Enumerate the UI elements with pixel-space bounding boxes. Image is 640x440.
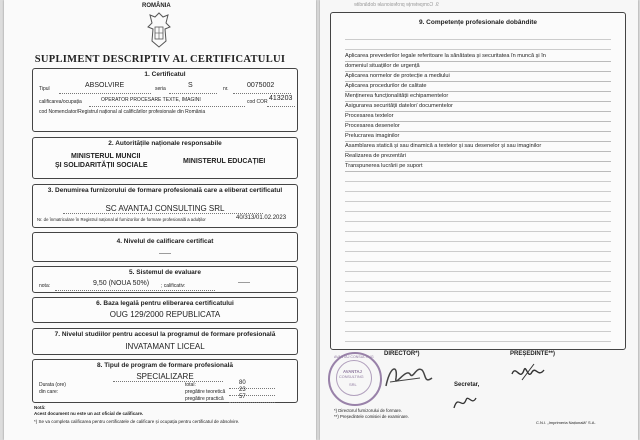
competency-item: Menținerea funcționalității echipamentelor: [345, 91, 611, 102]
printer-imprint: C.N.I. „Imprimeria Națională” S.A.: [536, 420, 596, 425]
page-title: SUPLIMENT DESCRIPTIV AL CERTIFICATULUI: [34, 54, 286, 65]
access-level-value: INVATAMANT LICEAL: [125, 342, 205, 351]
competency-item: Aplicarea procedurilor de calitate: [345, 81, 611, 92]
footer-note-label: Notă:: [34, 405, 46, 410]
qualification-level-value: ——: [159, 251, 171, 257]
section-program-type: [32, 359, 298, 403]
competency-item: Procesarea desenelor: [345, 121, 611, 132]
cod-cor-label: cod COR: [247, 99, 268, 105]
authority-education: MINISTERUL EDUCAȚIEI: [183, 158, 266, 165]
section-qualification-level: [32, 232, 298, 262]
duration-subnote: din care:: [39, 389, 59, 395]
tip-value: ABSOLVIRE: [85, 82, 125, 89]
provider-name: SC AVANTAJ CONSULTING SRL: [105, 204, 225, 213]
seria-label: seria: [155, 86, 166, 92]
secretary-signature: [450, 390, 480, 414]
theory-label: pregătire teoretică: [185, 389, 226, 395]
total-label: total:: [185, 382, 196, 388]
competency-item: Aplicarea prevederilor legale referitoare la sănătatea și securitatea în muncă și în: [345, 51, 611, 62]
grade-label: nota:: [39, 283, 51, 289]
president-signature: [508, 358, 548, 388]
qualifier-value: ——: [238, 280, 250, 286]
cod-cor-value: 413203: [269, 95, 293, 102]
director-signature: [380, 356, 440, 396]
competency-item: Prelucrarea imaginilor: [345, 131, 611, 142]
nr-value: 0075002: [247, 82, 275, 89]
tip-label: Tipul: [39, 86, 50, 92]
country-label: ROMÂNIA: [142, 3, 171, 9]
qualifier-label: ; calificativ:: [161, 283, 186, 289]
registration-label: Nr. de înmatriculare în Registrul național al furnizorilor de formare profesională a adulților: [37, 217, 206, 222]
calificare-value: OPERATOR PROCESARE TEXTE, IMAGINI: [101, 97, 201, 103]
official-stamp: AVANTAJ CONSULTING AVANTAJ CONSULTING SRL: [328, 352, 382, 406]
practice-hours: 57: [239, 394, 246, 400]
section-heading: 1. Certificatul: [144, 71, 186, 78]
footnote-president: **) Președintele comisiei de examinare.: [334, 414, 409, 419]
certificate-supplement-page: [4, 0, 316, 440]
section-heading: 7. Nivelul studiilor pentru accesul la programul de formare profesională: [54, 331, 276, 338]
registration-number: 40/313/01.02.2023: [236, 215, 287, 221]
nomenclator-note: cod Nomenclator/Registrul național al calificărilor profesionale din România: [39, 109, 206, 115]
section-provider: [32, 184, 298, 228]
competency-item: domeniul situațiilor de urgență: [345, 61, 611, 72]
section-heading: 9. Competențe profesionale dobândite: [418, 19, 538, 26]
bleed-through-text: 9. Competențe profesionale dobândite: [354, 2, 439, 8]
practice-label: pregătire practică: [185, 396, 224, 402]
section-authorities: [32, 137, 298, 179]
section-legal-basis: [32, 297, 298, 323]
competencies-page: [320, 0, 638, 440]
section-evaluation: [32, 266, 298, 293]
secretary-label: Secretar,: [454, 382, 480, 388]
competency-item: Asamblarea statică și sau dinamică a textelor și sau desenelor și sau imaginilor: [345, 141, 611, 152]
program-type-value: SPECIALIZARE: [136, 372, 194, 381]
competency-item: Realizarea de prezentări: [345, 151, 611, 162]
seria-value: S: [188, 82, 193, 89]
legal-basis-value: OUG 129/2000 REPUBLICATA: [109, 310, 221, 319]
authority-labor-line2: ȘI SOLIDARITĂȚII SOCIALE: [55, 162, 148, 169]
president-label: PREȘEDINTE**): [510, 351, 556, 357]
section-competencies: [330, 12, 626, 350]
section-heading: 5. Sistemul de evaluare: [129, 269, 201, 276]
total-hours: 80: [239, 380, 246, 386]
section-certificate: [32, 68, 298, 132]
duration-label: Durata (ore): [39, 382, 66, 388]
footnote-director: *) Directorul furnizorului de formare.: [334, 408, 403, 413]
footer-note-1: Acest document nu este un act oficial de calificare.: [34, 411, 144, 416]
theory-hours: 23: [239, 387, 246, 393]
competency-item: Procesarea textelor: [345, 111, 611, 122]
calificare-label: calificarea/ocupația: [39, 99, 82, 105]
section-heading: 8. Tipul de program de formare profesională: [96, 362, 234, 369]
competency-item: Transpunerea lucrării pe suport: [345, 161, 611, 172]
section-heading: 6. Baza legală pentru eliberarea certificatului: [96, 300, 234, 307]
director-label: DIRECTOR*): [384, 351, 420, 357]
section-heading: 3. Denumirea furnizorului de formare profesională care a eliberat certificatul: [47, 187, 283, 194]
competency-item: Asigurarea securității datelor/ documentelor: [345, 101, 611, 112]
nr-label: nr.: [223, 86, 229, 92]
section-heading: 4. Nivelul de calificare certificat: [116, 238, 214, 245]
coat-of-arms-icon: [146, 11, 172, 49]
competency-item: Aplicarea normelor de protecție a mediului: [345, 71, 611, 82]
section-access-level: [32, 328, 298, 355]
grade-value: 9,50 (NOUA 50%): [93, 280, 150, 287]
section-heading: 2. Autoritățile naționale responsabile: [108, 140, 222, 147]
footer-note-2: *) Se va completa calificarea pentru certificatele de calificare și ocupația pentru certificatul de absolvire.: [34, 419, 240, 424]
authority-labor: MINISTERUL MUNCII: [71, 153, 141, 160]
